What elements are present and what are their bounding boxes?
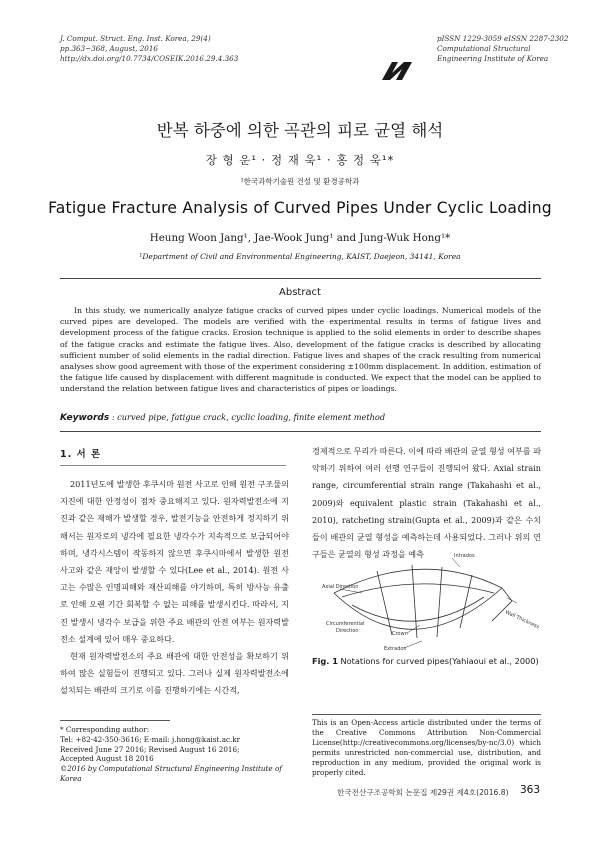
intro-paragraph-2: 현재 원자력발전소의 주요 배관에 대한 안전성을 확보하기 위하여 많은 실험들이 진행되고 있다. 그러나 실제 원자력발전소에 설치되는 배관의 크기로 이를 진행하기에는 시간적, [60,651,289,696]
received-dates: Received June 27 2016; Revised August 16 2016; [60,744,240,754]
society-name-line1: Computational Structural [437,44,531,53]
journal-citation: J. Comput. Struct. Eng. Inst. Korea, 29(4) [60,34,211,43]
page-number: 363 [520,784,541,796]
intro-paragraph-continued: 경제적으로 무리가 따른다. 이에 따라 배관의 균열 형성 여부를 파악하기 위하여 여러 선행 연구들이 진행되어 왔다. Axial strain range, circumferential strain range (Takahashi et al., 2009)와 equivalent plastic strain (Takahashi et al., 2010), ratcheting strain(Gupta et al., 2009)과 같은 수치들이 배관의 균열 형성을 예측하는데 사용되었다. 그러나 위의 연구들은 균열의 형성 과정을 예측 [312,446,542,560]
figure-caption-label: Fig. 1 [312,656,338,666]
abstract-bottom-rule [60,431,541,432]
license-text: This is an Open-Access article distributed under the terms of the Creative Commons Attribution Non-Commercial License(http://creativecommons.org/licenses/by-nc/3.0) which permits unrestricted non-commercial use, distribution, and reproduction in any medium, provided the original work is properly cited. [312,718,541,777]
right-column-body [312,443,541,563]
paper-title-korean: 반복 하중에 의한 곡관의 피로 균열 해석 [156,121,444,140]
paper-title-english: Fatigue Fracture Analysis of Curved Pipes Under Cyclic Loading [48,199,552,217]
label-direction: Direction [336,628,359,634]
section-rule [60,465,286,466]
accepted-date: Accepted August 18 2016 [60,754,154,764]
doi-link[interactable]: http://dx.doi.org/10.7734/COSEIK.2016.29.4.363 [60,54,239,63]
affiliation-korean: ¹한국과학기술원 건설 및 환경공학과 [240,177,360,186]
abstract-body: In this study, we numerically analyze fatigue cracks of curved pipes under cyclic loadings. Numerical models of the curved pipes are developed. The models are verified with the experimental results in terms of fatigue lives and development process of the fatigue cracks. Erosion technique is applied to the solid elements in order to describe shapes of the fatigue cracks and estimate the fatigue lives. Also, development of the fatigue cracks is described by allocating sufficient number of solid elements in the radial direction. Fatigue lives and shapes of the crack resulting from numerical analyses show good agreement with those of the experiment considering ±100mm displacement. In addition, estimation of the fatigue life caused by displacement with different magnitude is conducted. We expect that the model can be applied to understand the relation between fatigue lives and characteristics of pipes or loadings. [60,306,541,394]
intro-paragraph-1: 2011년도에 발생한 후쿠시마 원전 사고로 인해 원전 구조물의 지진에 대한 안정성이 점차 중요해지고 있다. 원자력발전소에 지진과 같은 재해가 발생할 경우, 발전기능을 안전하게 정지하기 위해서는 원자로의 냉각에 필요한 냉각수가 지속적으로 보급되어야 하며, 냉각시스템이 작동하지 않으면 후쿠시마에서 발생한 원전사고와 같은 재앙이 발생할 수 있다(Lee et al., 2014). 원전 사고는 수많은 인명피해와 재산피해를 야기하며, 특히 방사능 유출로 인해 오랜 기간 회복할 수 없는 피해를 발생시킨다. 따라서, 지진 발생시 냉각수 보급을 위한 주요 배관의 안전 여부는 원자력발전소 설계에 있어 매우 중요하다. [60,479,289,644]
authors-korean: 장 형 운¹ · 정 재 욱¹ · 홍 정 욱¹* [205,153,395,167]
figure-caption [312,656,552,666]
footnote-block [60,725,295,784]
corresponding-contact: Tel: +82-42-350-3616; E-mail: j.hong@kaist.ac.kr [60,734,241,744]
journal-header-right [437,34,568,64]
affiliation-english: ¹Department of Civil and Environmental Engineering, KAIST, Daejeon, 34141, Korea [139,252,461,261]
label-axial-direction: Axial Direction [322,584,359,590]
left-column-body [60,476,289,700]
keywords-label: Keywords [60,413,110,423]
page-footer-journal: 한국전산구조공학회 논문집 제29권 제4호(2016.8) [337,788,509,797]
society-name-line2: Engineering Institute of Korea [437,54,549,63]
issn: pISSN 1229-3059 eISSN 2287-2302 [437,34,569,43]
label-circumferential: Circumferential [326,621,365,627]
keywords-list: : curved pipe, fatigue crack, cyclic loading, finite element method [111,412,386,422]
journal-header-left [60,34,238,64]
cesik-logo-icon [380,60,414,82]
label-wall-thickness: Wall Thickness [504,609,541,631]
license-rule [312,714,541,715]
curved-pipe-figure [312,553,541,663]
section-heading-introduction: 1. 서 론 [60,449,102,460]
copyright: ©2016 by Computational Structural Engineering Institute of Korea [60,764,282,783]
label-intrados: Intrados [454,553,475,559]
abstract-top-rule [60,278,541,279]
label-extrados: Extrados [384,646,407,652]
abstract-heading: Abstract [279,287,321,298]
label-crown: Crown [392,631,408,637]
footnote-rule [60,720,170,721]
figure-caption-text: Notations for curved pipes(Yahiaoui et al., 2000) [340,656,539,666]
journal-pages: pp.363~368, August, 2016 [60,44,159,53]
authors-english: Heung Woon Jang¹, Jae-Wook Jung¹ and Jung-Wuk Hong¹* [149,232,451,244]
corresponding-author-label: * Corresponding author: [60,725,150,734]
keywords [60,412,541,423]
